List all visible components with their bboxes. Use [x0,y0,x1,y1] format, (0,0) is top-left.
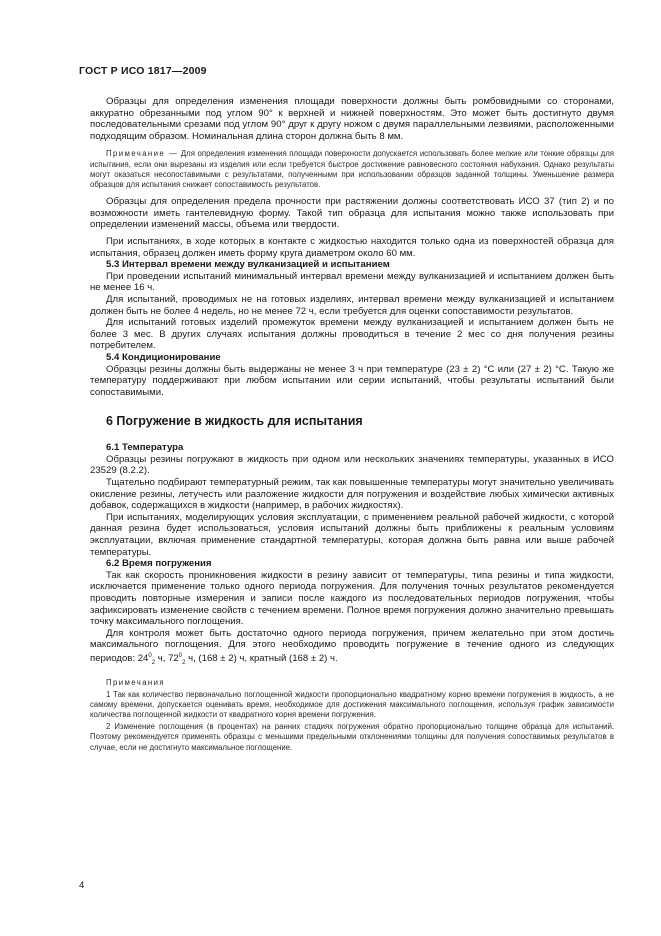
note: 1 Так как количество первоначально поглощенной жидкости пропорционально квадратному корню времени погружения в жидкость, а не самому времени, допускается оценивать время, необходимое для достижения максимального поглощения, используя график зависимости количества поглощенной жидкости от квадратного корня времени погружения. [90,689,614,720]
page-number: 4 [79,880,85,891]
note: 2 Изменение поглощения (в процентах) на ранних стадиях погружения обратно пропорционально толщине образца для испытаний. Поэтому рекомендуется применять образцы с меньшими предельными отклонениями толщины для получения сопоставимых результатов в случае, если не достигнуто максимальное поглощение. [90,722,614,752]
subsection-heading: 5.4 Кондиционирование [106,351,221,363]
paragraph: Образцы для определения изменения площади поверхности должны быть ромбовидными со сторонами, аккуратно обрезанными под углом 90° к верхней и нижней поверхностям. Это может быть достигнуто двумя последовательными срезами под углом 90° друг к другу ножом с двумя параллельными лезвиями, расположенными подходящим образом. Номинальная длина сторон должна быть 8 мм. [90,96,614,142]
paragraph: Для испытаний, проводимых не на готовых изделиях, интервал времени между вулканизацией и испытанием должен быть не более 4 недель, но не менее 72 ч, если требуется для оценки сопоставимости результатов. [90,293,614,317]
paragraph: При испытаниях, в ходе которых в контакте с жидкостью находится только одна из поверхностей образца для испытания, образец должен иметь форму круга диаметром около 60 мм. [90,235,614,259]
paragraph: При испытаниях, моделирующих условия эксплуатации, с применением реальной рабочей жидкости, с которой данная резина будет использоваться, условия испытаний должны быть приближены к реальным условиям эксплуатации, включая применение стандартной температуры, которая должна быть равна или выше рабочей температуры. [90,511,614,558]
section-heading: 6 Погружение в жидкость для испытания [106,414,363,429]
paragraph: Образцы резины должны быть выдержаны не менее 3 ч при температуре (23 ± 2) °С или (27 ± 2) °С. Такую же температуру поддерживают при любом испытании или серии испытаний, чтобы результаты испытаний были сопоставимыми. [90,363,614,398]
text-run: Для контроля может быть достаточно одного периода погружения, причем желательно при этом достичь максимального поглощения. Для этого необходимо проводить погружение в течение одного из следующих периодов: 24 [90,627,614,665]
superscript: 0 [178,652,183,659]
paragraph: Так как скорость проникновения жидкости в резину зависит от температуры, типа резины и типа жидкости, исключается применение только одного периода погружения. Для получения точных результатов рекомендуется проводить повторные измерения и записи после каждого из последовательных периодов погружения, чтобы зафиксировать изменение свойств с течением времени. Полное время погружения должно значительно превышать точку максимального поглощения. [90,569,614,628]
notes-title: Примечания [106,677,166,687]
paragraph: Образцы резины погружают в жидкость при одном или нескольких значениях температуры, указанных в ИСО 23529 (8.2.2). [90,453,614,477]
text-run: ч, (168 ± 2) ч, кратный (168 ± 2) ч. [185,653,338,665]
subscript: 2 [151,660,156,667]
page-header: ГОСТ Р ИСО 1817—2009 [79,65,207,77]
subsection-heading: 6.2 Время погружения [106,558,212,570]
note [90,149,614,190]
subsection-heading: 5.3 Интервал времени между вулканизацией и испытанием [106,259,390,271]
page-content [90,96,614,759]
paragraph: Тщательно подбирают температурный режим, так как повышенные температуры могут значительно увеличивать окисление резины, летучесть или разложение жидкости для погружения и воздействие любых химически активных добавок, содержащихся в жидкости (например, в рабочих жидкостях). [90,477,614,512]
paragraph: При проведении испытаний минимальный интервал времени между вулканизацией и испытанием должен быть не менее 16 ч. [90,270,614,294]
note-label: Примечание — [106,149,179,159]
paragraph: Для испытаний готовых изделий промежуток времени между вулканизацией и испытанием должен быть не более 3 мес. В других случаях испытания должны проводиться в течение 2 мес со дня получения резины потребителем. [90,317,614,352]
paragraph: Образцы для определения предела прочности при растяжении должны соответствовать ИСО 37 (тип 2) и по возможности иметь гантелевидную форму. Такой тип образца для испытания можно также использовать при определении изменений массы, объема или твердости. [90,196,614,231]
text-run: ч, 72 [155,653,179,665]
subsection-heading: 6.1 Температура [106,442,184,454]
paragraph [90,628,614,670]
subscript: 2 [182,660,186,667]
superscript: 0 [148,652,152,659]
note-text: Для определения изменения площади поверхности допускается использовать более мелкие или тонкие образцы для испытания, если они вырезаны из изделия или если требуется быстрое достижение равновесного состояния набухания. Однако результаты могут оказаться несопоставимыми с результатами, полученными при использовании образцов заданной толщины. Уменьшение размера образцов для испытания снижает сопоставимость результатов. [90,149,614,189]
